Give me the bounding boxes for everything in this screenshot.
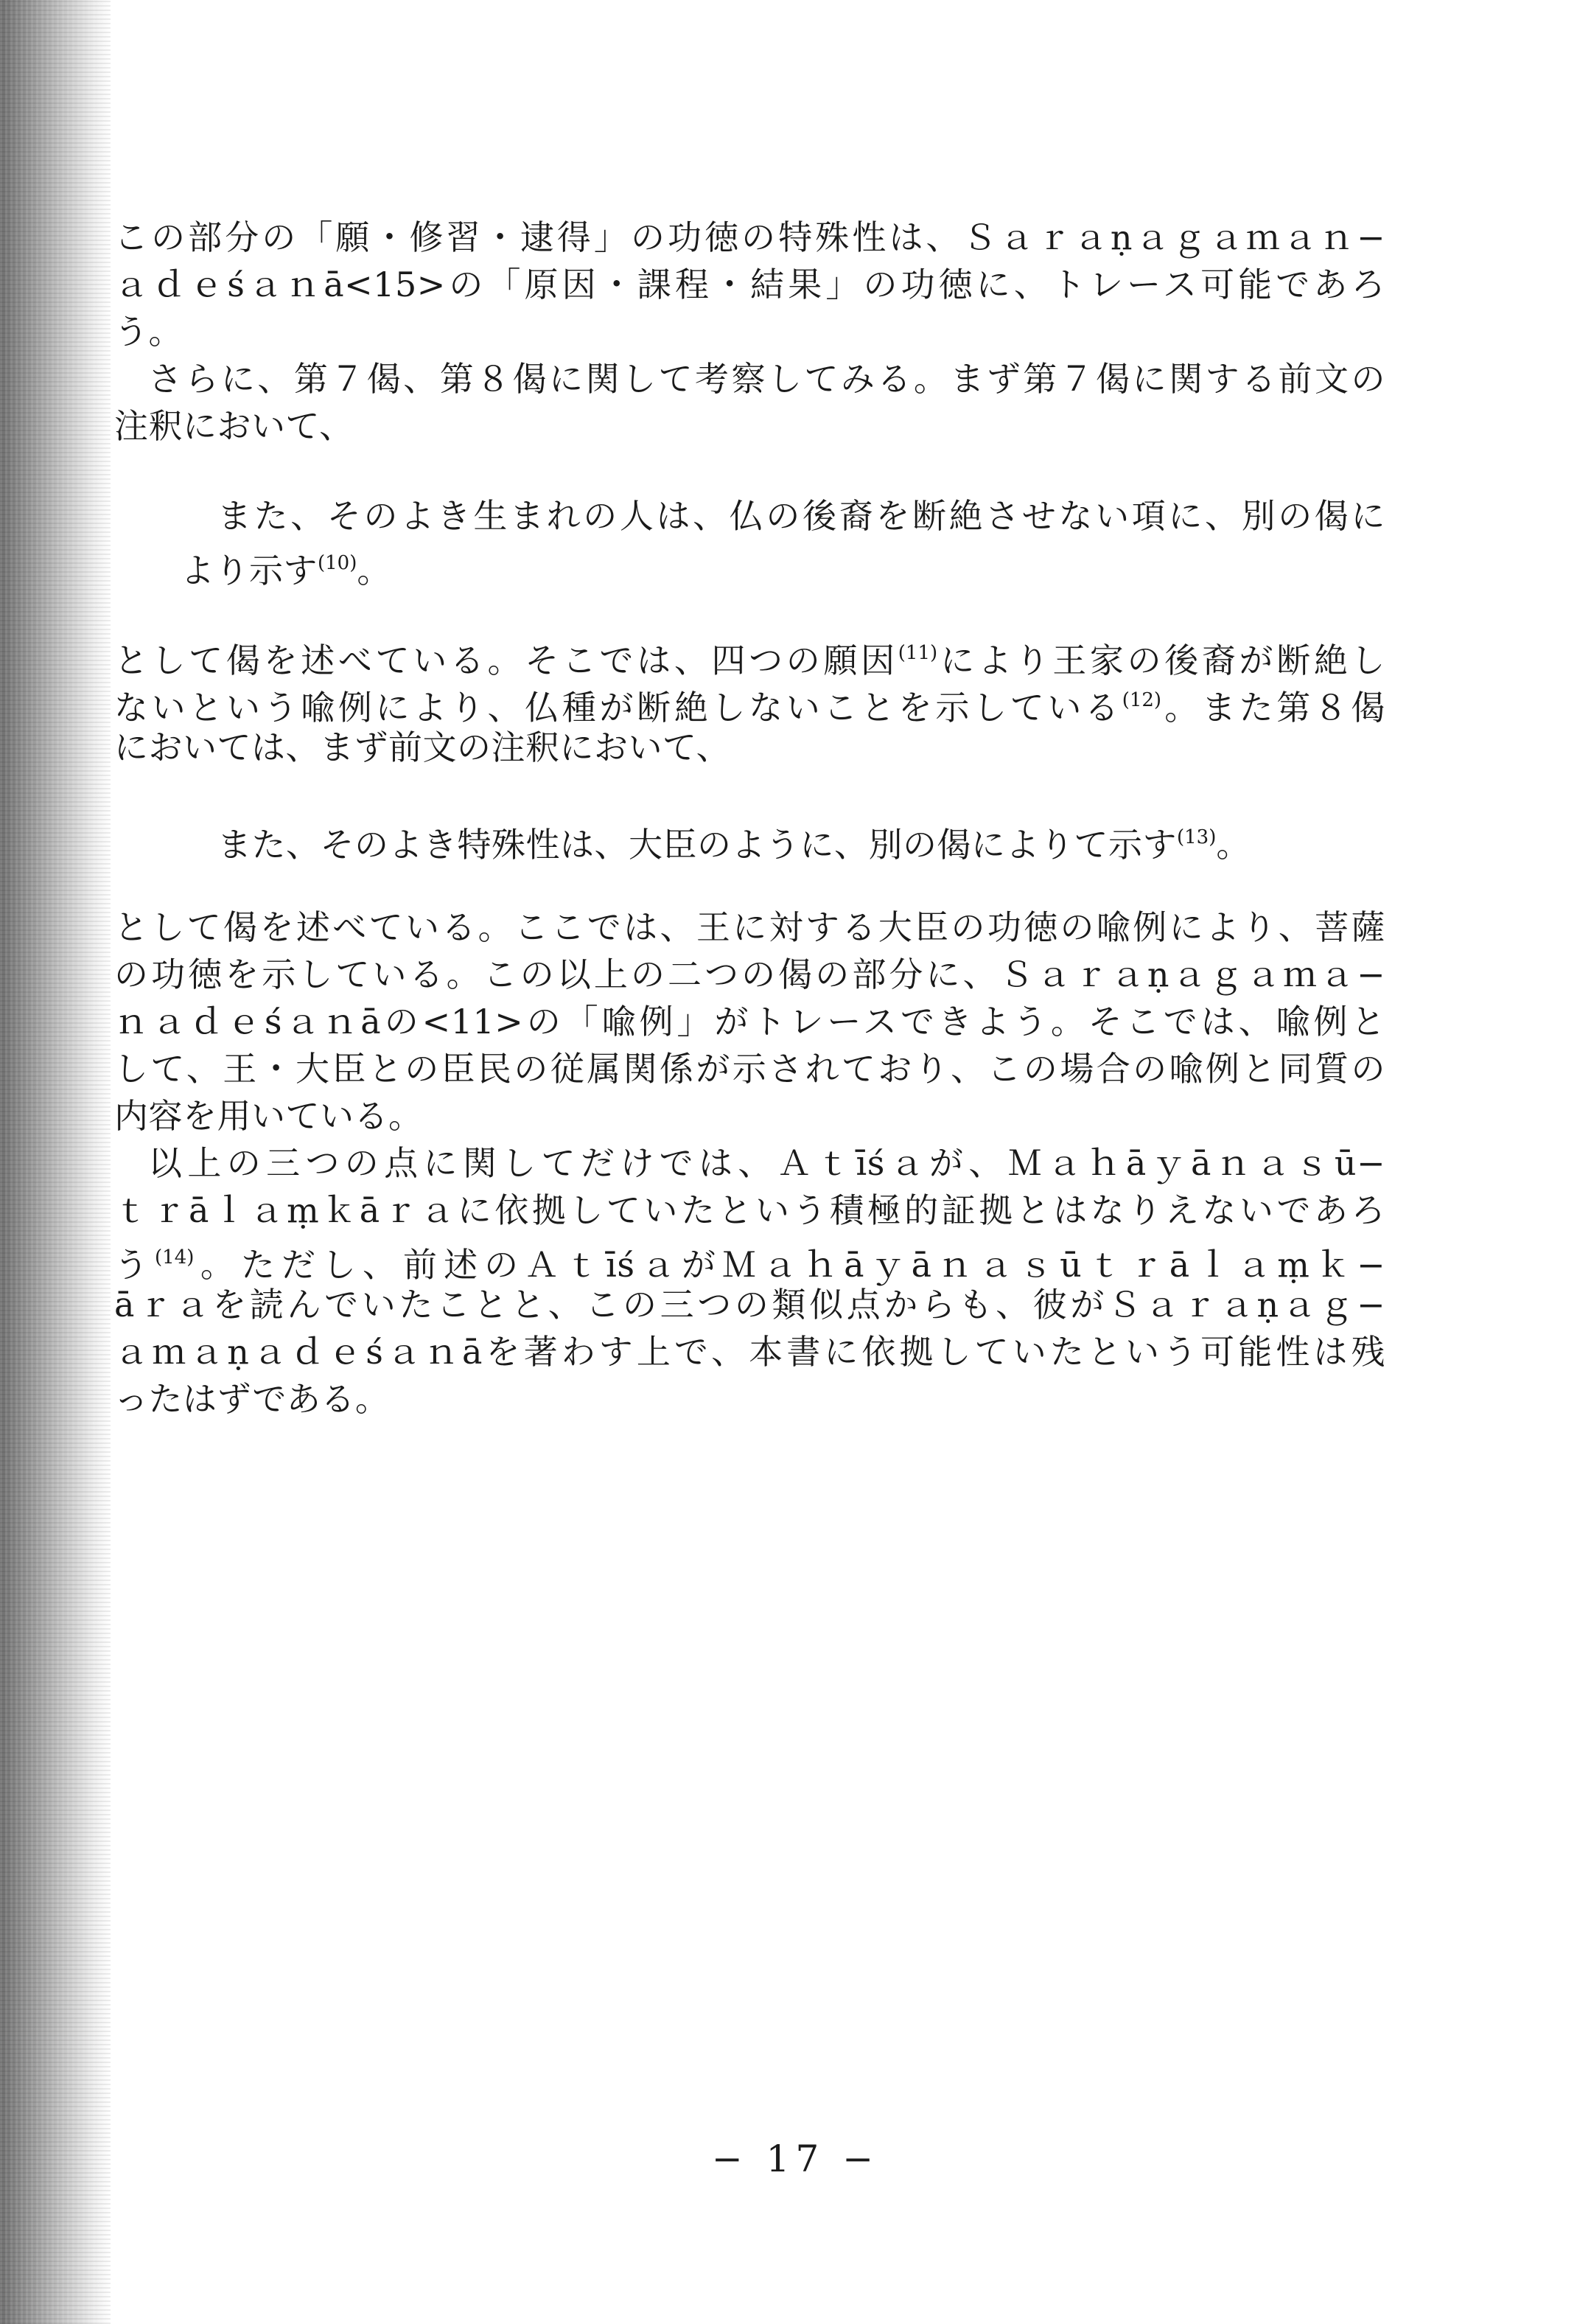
p3-line-1 xyxy=(114,629,1386,680)
p3-line-1-a: として偈を述べている。そこでは、四つの願因 xyxy=(114,641,898,680)
p3-line-2-b: 。また第８偈 xyxy=(1161,688,1386,727)
p3-line-1-b: により王家の後裔が断絶し xyxy=(937,641,1386,680)
footnote-ref-12: (12) xyxy=(1122,689,1162,711)
p4-line-3: ｎａｄｅśａｎāの<11>の「喩例」がトレースできよう。そこでは、喩例と xyxy=(114,1002,1385,1041)
quote-2-text: また、そのよき特殊性は、大臣のように、別の偈によりて示す xyxy=(217,825,1177,865)
footnote-ref-13: (13) xyxy=(1177,826,1217,848)
p5-line-2: ｔｒāｌａṃｋāｒａに依拠していたという積極的証拠とはなりえないであろ xyxy=(114,1190,1385,1230)
scan-gutter-texture xyxy=(0,0,111,2324)
p2-line-2: 注釈において、 xyxy=(114,406,354,446)
p5-line-5: ａｍａṇａｄｅśａｎāを著わす上で、本書に依拠していたという可能性は残 xyxy=(114,1332,1385,1372)
p5-line-3-a: う xyxy=(114,1245,155,1285)
quote-1-line-2 xyxy=(114,540,1385,590)
p5-line-3-b: 。ただし、前述のＡｔīśａがＭａｈāｙāｎａｓūｔｒāｌａṃｋ− xyxy=(194,1245,1385,1285)
p5-line-1: 以上の三つの点に関してだけでは、Ａｔīśａが、Ｍａｈāｙāｎａｓū− xyxy=(148,1143,1385,1183)
quote-1-text: より示す xyxy=(181,551,318,590)
p3-line-3: においては、まず前文の注釈において、 xyxy=(114,727,731,767)
p4-line-5: 内容を用いている。 xyxy=(114,1096,423,1136)
p3-line-2-a: ないという喩例により、仏種が断絶しないことを示している xyxy=(114,688,1122,727)
p2-line-1: さらに、第７偈、第８偈に関して考察してみる。まず第７偈に関する前文の xyxy=(148,359,1385,399)
p5-line-3 xyxy=(114,1234,1385,1285)
p4-line-4: して、王・大臣との臣民の従属関係が示されており、この場合の喩例と同質の xyxy=(114,1049,1385,1089)
footnote-ref-14: (14) xyxy=(155,1246,195,1269)
page-body xyxy=(114,214,1385,1423)
page-number: − 17 − xyxy=(711,2138,880,2180)
p5-line-4: āｒａを読んでいたことと、この三つの類似点からも、彼がＳａｒａṇａｇ− xyxy=(114,1285,1385,1325)
p1-line-3: う。 xyxy=(114,312,183,352)
quote-1-line-1: また、そのよき生まれの人は、仏の後裔を断絶させない項に、別の偈に xyxy=(217,496,1385,536)
p1-line-1: この部分の「願・修習・逮得」の功徳の特殊性は、Ｓａｒａṇａｇａｍａｎ− xyxy=(114,217,1385,257)
p4-line-1: として偈を述べている。ここでは、王に対する大臣の功徳の喩例により、菩薩 xyxy=(114,907,1386,947)
quote-1-end: 。 xyxy=(357,551,391,590)
p4-line-2: の功徳を示している。この以上の二つの偈の部分に、Ｓａｒａṇａｇａｍａ− xyxy=(114,955,1385,994)
footnote-ref-11: (11) xyxy=(898,642,938,664)
footnote-ref-10: (10) xyxy=(318,552,357,574)
p3-line-2 xyxy=(114,677,1386,727)
quote-2-end: 。 xyxy=(1216,825,1251,865)
quote-2-line-1 xyxy=(114,814,1385,865)
p1-line-2: ａｄｅśａｎā<15>の「原因・課程・結果」の功徳に、トレース可能であろ xyxy=(114,265,1385,304)
p5-line-6: ったはずである。 xyxy=(114,1379,390,1419)
